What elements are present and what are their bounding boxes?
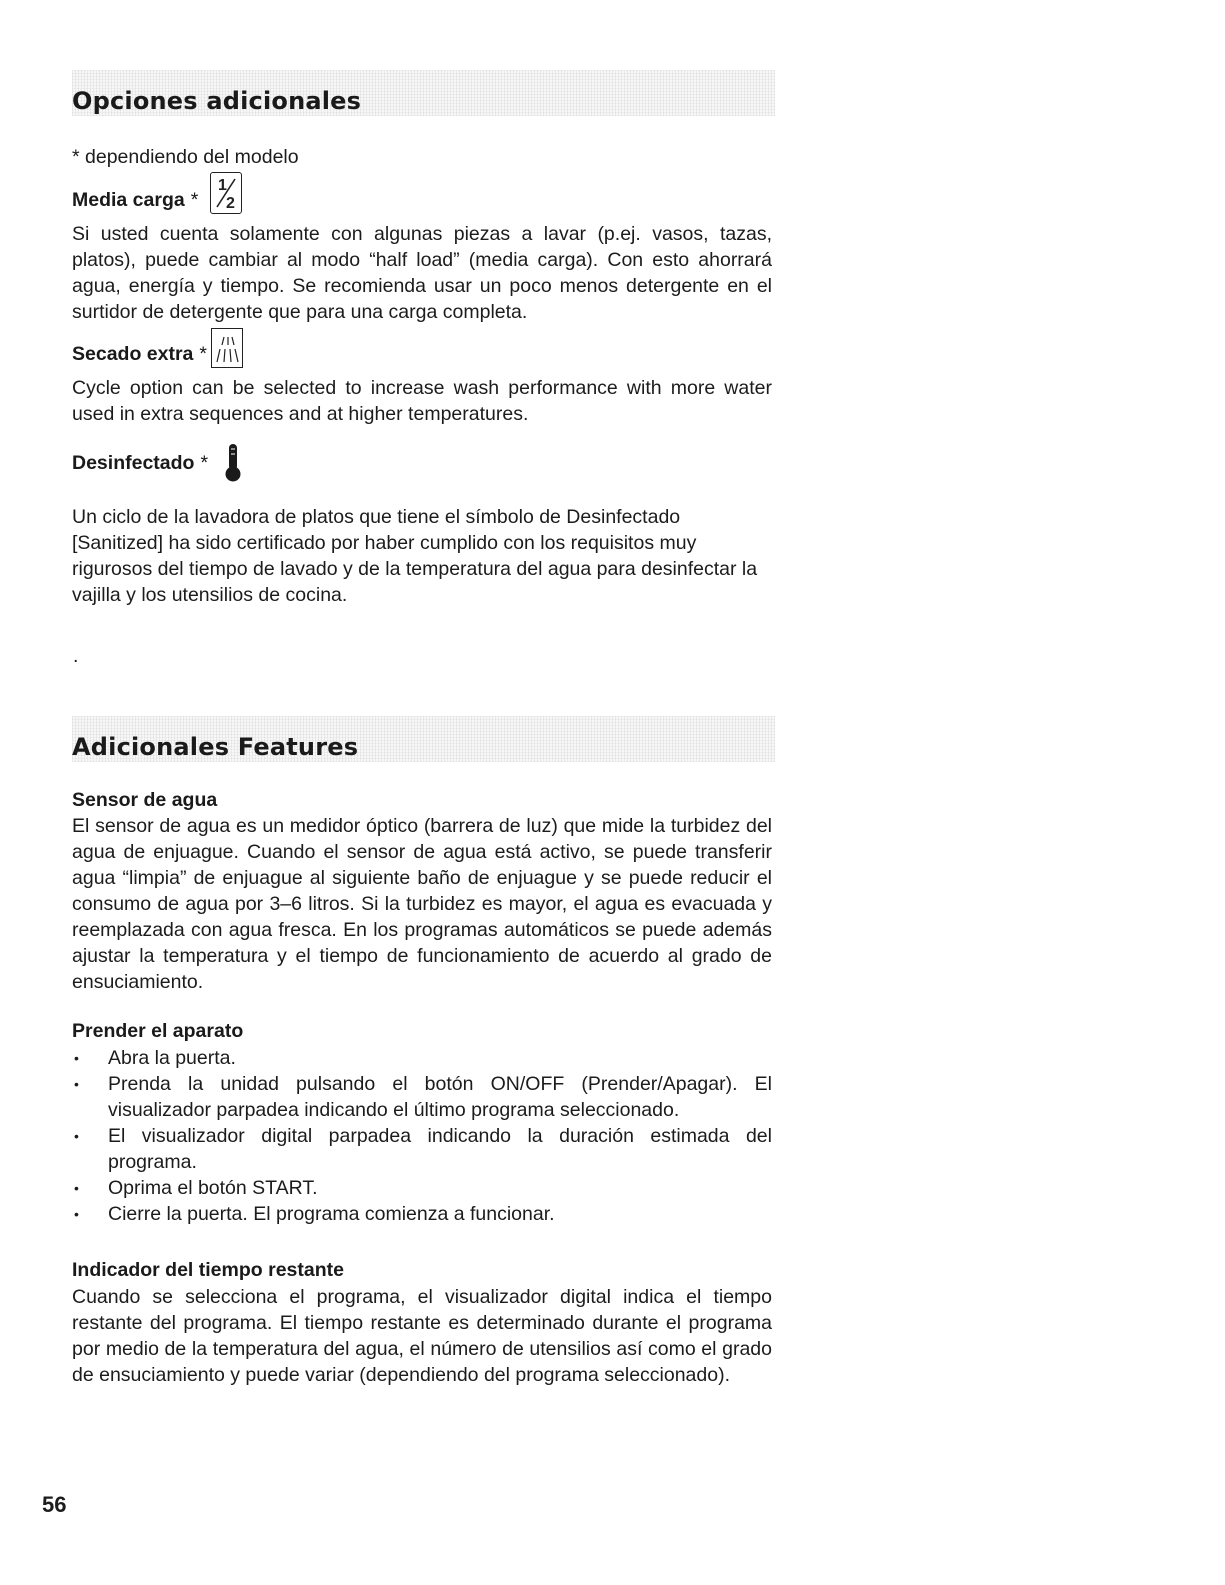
list-item [72, 1175, 772, 1201]
page-number: 56 [42, 1492, 67, 1517]
step-text: Cierre la puerta. El programa comienza a funcionar. [108, 1203, 555, 1225]
step-text: Abra la puerta. [108, 1047, 236, 1069]
extra-dry-text: Cycle option can be selected to increase wash performance with more water used in extra sequences and at higher temperatures. [72, 377, 772, 425]
svg-text:2: 2 [226, 195, 236, 212]
heading-water-sensor [72, 789, 217, 812]
half-load-text: Si usted cuenta solamente con algunas piezas a lavar (p.ej. vasos, tazas, platos), puede cambiar al modo “half load” (media carga). Con esto ahorrará agua, energía y tiempo. Se recomienda usar un poco menos detergente en el surtidor de detergente que para una carga completa. [72, 223, 772, 323]
section-title-opciones: Opciones adicionales [72, 87, 362, 115]
thermometer-icon [224, 443, 242, 483]
time-remaining-label: Indicador del tiempo restante [72, 1259, 344, 1281]
bullet-dot: • [74, 1076, 79, 1092]
heading-time-remaining [72, 1259, 344, 1282]
half-load-label: Media carga [72, 189, 185, 211]
list-item [72, 1123, 772, 1175]
extra-dry-star: * [199, 343, 207, 365]
section-band-opciones [72, 70, 775, 116]
heading-switch-on [72, 1020, 243, 1043]
bullet-dot: • [74, 1050, 79, 1066]
half-load-star: * [190, 189, 199, 211]
bullet-dot: • [74, 1128, 79, 1144]
time-remaining-text: Cuando se selecciona el programa, el visualizador digital indica el tiempo restante del programa. El tiempo restante es determinado durante el programa por medio de la temperatura del agua, el número de utensilios así como el grado de ensuciamiento y puede variar (dependiendo del programa seleccionado). [72, 1286, 772, 1386]
svg-text:1: 1 [218, 177, 228, 194]
section-title-features: Adicionales Features [72, 733, 359, 761]
heading-sanitize [72, 443, 242, 475]
water-sensor-label: Sensor de agua [72, 789, 218, 811]
list-item [72, 1201, 772, 1227]
extra-dry-icon [211, 328, 243, 368]
switch-on-label: Prender el aparato [72, 1020, 244, 1042]
extra-dry-label: Secado extra [72, 343, 194, 365]
half-load-icon [210, 172, 242, 214]
bullet-dot: • [74, 1206, 79, 1222]
step-text: El visualizador digital parpadea indicando la duración estimada del programa. [108, 1125, 772, 1173]
bullet-dot: • [74, 1180, 79, 1196]
list-item [72, 1045, 772, 1071]
heading-extra-dry [72, 328, 243, 366]
step-text: Oprima el botón START. [108, 1177, 318, 1199]
list-item [72, 1071, 772, 1123]
section-band-features [72, 716, 775, 762]
sanitize-label: Desinfectado [72, 452, 195, 474]
stray-dot: . [73, 645, 79, 667]
sanitize-star: * [200, 452, 209, 474]
sanitize-text: Un ciclo de la lavadora de platos que tiene el símbolo de Desinfectado [Sanitized] ha sido certificado por haber cumplido con los requisitos muy rigurosos del tiempo de lavado y de la temperatura del agua para desinfectar la vajilla y los utensilios de cocina. [72, 506, 758, 606]
heading-half-load [72, 172, 242, 212]
model-note: * dependiendo del modelo [72, 146, 299, 168]
switch-on-steps [72, 1045, 772, 1227]
step-text: Prenda la unidad pulsando el botón ON/OFF (Prender/Apagar). El visualizador parpadea indicando el último programa seleccionado. [108, 1073, 772, 1121]
water-sensor-text: El sensor de agua es un medidor óptico (barrera de luz) que mide la turbidez del agua de enjuague. Cuando el sensor de agua está activo, se puede transferir agua “limpia” de enjuague al siguiente baño de enjuague y se puede reducir el consumo de agua por 3–6 litros. Si la turbidez es mayor, el agua es evacuada y reemplazada con agua fresca. En los programas automáticos se puede además ajustar la temperatura y el tiempo de funcionamiento de acuerdo al grado de ensuciamiento. [72, 815, 772, 993]
